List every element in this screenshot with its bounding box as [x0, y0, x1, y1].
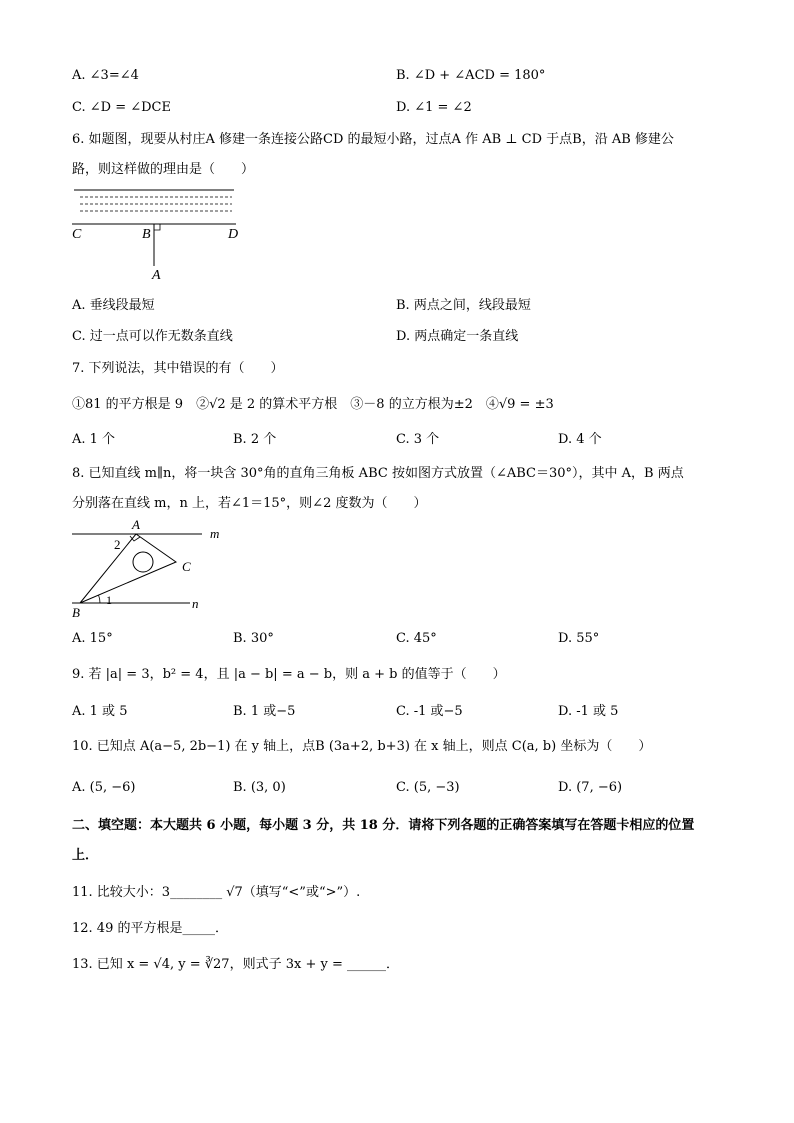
q8-stem-line1: 8. 已知直线 m∥n，将一块含 30°角的直角三角板 ABC 按如图方式放置（∠ABC＝30°），其中 A，B 两点 [72, 466, 684, 481]
q10-option-c: C. (5, −3) [396, 780, 460, 795]
q8-angle1-arc [99, 595, 100, 603]
q7-option-d: D. 4 个 [558, 432, 602, 447]
q8-label-n: n [192, 596, 199, 611]
q9-option-c: C. -1 或−5 [396, 704, 463, 719]
q10-option-b: B. (3, 0) [233, 780, 286, 795]
q8-option-c: C. 45° [396, 631, 437, 646]
q9-option-a: A. 1 或 5 [72, 704, 128, 719]
q5-option-c: C. ∠D = ∠DCE [72, 100, 171, 115]
q8-label-angle1: 1 [106, 593, 112, 607]
q5-option-a: A. ∠3=∠4 [72, 68, 139, 83]
q12-text: 12. 49 的平方根是_____． [72, 921, 228, 936]
q8-label-m: m [210, 526, 220, 541]
q10-option-a: A. (5, −6) [72, 780, 136, 795]
q8-label-angle2: 2 [114, 537, 121, 552]
q6-label-d: D [228, 227, 239, 242]
q11-text: 11. 比较大小：3________ √7（填写“<”或“>”）. [72, 885, 361, 900]
q8-triangle-hole [133, 552, 153, 572]
q7-statements: ①81 的平方根是 9 ②√2 是 2 的算术平方根 ③－8 的立方根为±2 ④√9 = ±3 [72, 397, 554, 412]
q6-stem-line2: 路，则这样做的理由是（ ） [72, 162, 255, 177]
q6-label-b: B [142, 227, 151, 242]
section2-heading-line2: 上． [72, 848, 99, 863]
q5-option-b: B. ∠D + ∠ACD = 180° [396, 68, 546, 83]
q6-option-d: D. 两点确定一条直线 [396, 329, 519, 344]
q6-label-a: A [152, 268, 161, 283]
q6-option-c: C. 过一点可以作无数条直线 [72, 329, 233, 344]
q7-stem: 7. 下列说法，其中错误的有（ ） [72, 361, 284, 376]
q7-option-b: B. 2 个 [233, 432, 277, 447]
q9-option-b: B. 1 或−5 [233, 704, 296, 719]
section2-heading-line1: 二、填空题：本大题共 6 小题，每小题 3 分，共 18 分．请将下列各题的正确答案填写在答题卡相应的位置 [72, 818, 695, 833]
q9-option-d: D. -1 或 5 [558, 704, 619, 719]
q8-label-b: B [72, 605, 80, 618]
q10-option-d: D. (7, −6) [558, 780, 623, 795]
q8-label-a: A [132, 517, 140, 532]
q8-option-d: D. 55° [558, 631, 600, 646]
q7-option-c: C. 3 个 [396, 432, 440, 447]
q8-option-b: B. 30° [233, 631, 274, 646]
q6-option-a: A. 垂线段最短 [72, 298, 155, 313]
q5-option-d: D. ∠1 = ∠2 [396, 100, 472, 115]
q8-option-a: A. 15° [72, 631, 113, 646]
q6-stem-line1: 6. 如题图，现要从村庄A 修建一条连接公路CD 的最短小路，过点A 作 AB ⊥ CD 于点B，沿 AB 修建公 [72, 132, 674, 147]
q8-triangle-abc [80, 534, 176, 603]
q7-option-a: A. 1 个 [72, 432, 116, 447]
q8-stem-line2: 分别落在直线 m，n 上，若∠1＝15°，则∠2 度数为（ ） [72, 496, 427, 511]
q6-figure [68, 184, 258, 284]
q6-option-b: B. 两点之间，线段最短 [396, 298, 531, 313]
q9-stem: 9. 若 |a| = 3，b² = 4，且 |a − b| = a − b，则 a + b 的值等于（ ） [72, 667, 506, 682]
q6-label-c: C [72, 227, 82, 242]
q10-stem: 10. 已知点 A(a−5, 2b−1) 在 y 轴上，点B (3a+2, b+3) 在 x 轴上，则点 C(a, b) 坐标为（ ） [72, 739, 652, 754]
q6-right-angle-mark [154, 224, 160, 230]
q8-label-c: C [182, 559, 191, 574]
q8-figure [66, 514, 236, 618]
q13-text: 13. 已知 x = √4, y = ∛27，则式子 3x + y = ______． [72, 957, 399, 972]
